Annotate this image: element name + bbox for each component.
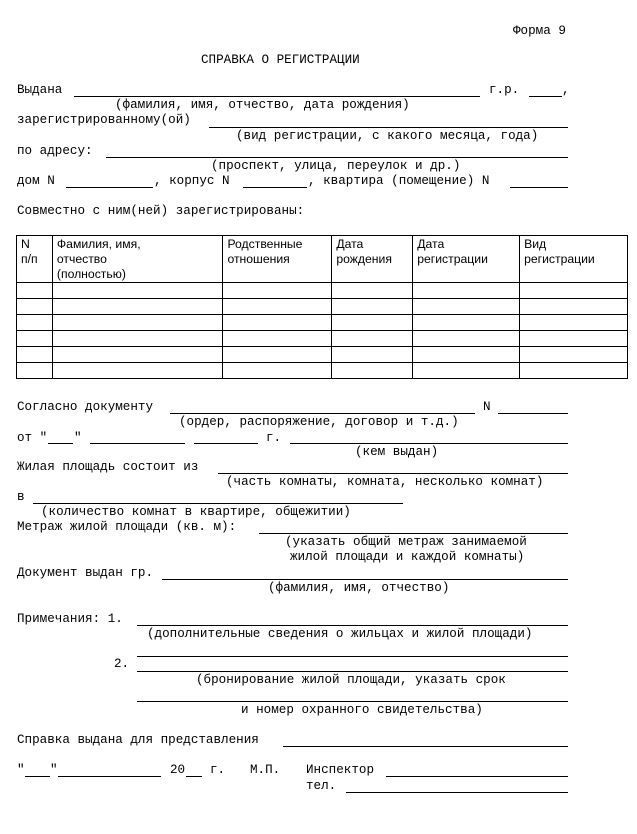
page-title: СПРАВКА О РЕГИСТРАЦИИ	[201, 53, 360, 67]
table-body	[17, 283, 628, 379]
document-year-field[interactable]	[194, 443, 258, 444]
address-field[interactable]	[106, 157, 568, 158]
table-cell[interactable]	[520, 299, 628, 315]
table-cell[interactable]	[332, 283, 413, 299]
phone-label: тел.	[306, 779, 337, 793]
table-row	[17, 363, 628, 379]
rooms-count-field[interactable]	[33, 503, 403, 504]
apartment-number-field[interactable]	[510, 187, 568, 188]
table-cell[interactable]	[332, 331, 413, 347]
area-hint-line2: жилой площади и каждой комнаты)	[290, 550, 525, 564]
issued-name-field[interactable]	[74, 96, 480, 97]
table-cell[interactable]	[52, 363, 223, 379]
table-row	[17, 299, 628, 315]
footer-day-field[interactable]	[25, 776, 50, 777]
table-cell[interactable]	[223, 363, 332, 379]
table-cell[interactable]	[17, 347, 53, 363]
footer-month-field[interactable]	[58, 776, 161, 777]
document-day-quote: "	[74, 431, 82, 445]
phone-field[interactable]	[346, 792, 568, 793]
address-hint: (проспект, улица, переулок и др.)	[211, 159, 461, 173]
address-label: по адресу:	[17, 144, 93, 158]
table-cell[interactable]	[520, 283, 628, 299]
stamp-label: М.П.	[250, 763, 281, 777]
note2-field-line2[interactable]	[137, 671, 568, 672]
rooms-in-label: в	[17, 490, 25, 504]
table-cell[interactable]	[413, 331, 520, 347]
birth-year-field[interactable]	[529, 96, 562, 97]
footer-year-prefix: 20	[170, 763, 186, 777]
table-cell[interactable]	[17, 283, 53, 299]
document-hint: (ордер, распоряжение, договор и т.д.)	[179, 415, 459, 429]
table-cell[interactable]	[413, 363, 520, 379]
presentation-label: Справка выдана для представления	[17, 733, 259, 747]
table-cell[interactable]	[52, 315, 223, 331]
footer-quote-open: "	[17, 763, 25, 777]
form-number: Форма 9	[513, 24, 566, 38]
document-type-field[interactable]	[170, 413, 475, 414]
table-cell[interactable]	[17, 331, 53, 347]
registration-type-field[interactable]	[209, 127, 568, 128]
note2-hint-line1: (бронирование жилой площади, указать срок	[196, 673, 506, 687]
document-month-field[interactable]	[90, 443, 185, 444]
issued-hint: (фамилия, имя, отчество, дата рождения)	[115, 98, 410, 112]
issued-to-hint: (фамилия, имя, отчество)	[268, 581, 450, 595]
table-cell[interactable]	[223, 299, 332, 315]
apartment-label: , квартира (помещение) N	[308, 174, 490, 188]
note1-hint: (дополнительные сведения о жильцах и жилой площади)	[147, 627, 533, 641]
document-issuer-field[interactable]	[290, 443, 568, 444]
table-cell[interactable]	[332, 363, 413, 379]
header-relationship: Родственные отношения	[223, 236, 332, 283]
table-row	[17, 347, 628, 363]
table-cell[interactable]	[413, 283, 520, 299]
table-cell[interactable]	[223, 347, 332, 363]
area-field[interactable]	[259, 533, 568, 534]
registered-hint: (вид регистрации, с какого месяца, года)	[236, 129, 539, 143]
table-cell[interactable]	[520, 331, 628, 347]
footer-year-field[interactable]	[186, 776, 202, 777]
table-cell[interactable]	[17, 363, 53, 379]
house-label: дом N	[17, 174, 55, 188]
table-cell[interactable]	[52, 347, 223, 363]
document-day-field[interactable]	[48, 443, 73, 444]
coregistered-label: Совместно с ним(ней) зарегистрированы:	[17, 204, 305, 218]
table-cell[interactable]	[17, 315, 53, 331]
footer-year-suffix: г.	[210, 763, 226, 777]
document-number-label: N	[483, 400, 491, 414]
table-row	[17, 283, 628, 299]
birth-year-label: г.р.	[489, 83, 520, 97]
note1-field[interactable]	[137, 625, 568, 626]
rooms-hint: (количество комнат в квартире, общежитии)	[41, 505, 351, 519]
document-number-field[interactable]	[498, 413, 568, 414]
table-cell[interactable]	[52, 331, 223, 347]
inspector-field[interactable]	[386, 776, 568, 777]
inspector-label: Инспектор	[306, 763, 375, 777]
header-registration-date: Дата регистрации	[413, 236, 520, 283]
table-row	[17, 331, 628, 347]
coregistered-table	[16, 235, 628, 379]
table-cell[interactable]	[520, 347, 628, 363]
area-hint-line1: (указать общий метраж занимаемой	[285, 535, 527, 549]
note2-hint-line2: и номер охранного свидетельства)	[241, 703, 483, 717]
table-cell[interactable]	[223, 283, 332, 299]
issued-label: Выдана	[17, 83, 63, 97]
table-header-row	[17, 236, 628, 283]
header-birth-date: Дата рождения	[332, 236, 413, 283]
footer-quote-close: "	[50, 763, 58, 777]
issued-to-field[interactable]	[162, 579, 568, 580]
issued-to-label: Документ выдан гр.	[17, 566, 154, 580]
table-cell[interactable]	[413, 299, 520, 315]
document-label: Согласно документу	[17, 400, 154, 414]
issuer-hint: (кем выдан)	[355, 445, 439, 459]
table-cell[interactable]	[223, 315, 332, 331]
table-cell[interactable]	[520, 315, 628, 331]
table-cell[interactable]	[332, 299, 413, 315]
table-cell[interactable]	[413, 315, 520, 331]
note2-label: 2.	[114, 657, 130, 671]
area-label: Метраж жилой площади (кв. м):	[17, 520, 237, 534]
document-from-label: от "	[17, 431, 48, 445]
notes-label: Примечания: 1.	[17, 612, 123, 626]
living-space-field[interactable]	[218, 473, 568, 474]
issued-comma: ,	[562, 83, 570, 97]
header-registration-type: Вид регистрации	[520, 236, 628, 283]
living-space-label: Жилая площадь состоит из	[17, 460, 199, 474]
presentation-field[interactable]	[283, 746, 568, 747]
note2-field-line1[interactable]	[137, 656, 568, 657]
registered-label: зарегистрированному(ой)	[17, 113, 191, 127]
note2-field-line3[interactable]	[137, 701, 568, 702]
table-cell[interactable]	[332, 347, 413, 363]
building-number-field[interactable]	[243, 187, 307, 188]
living-space-hint: (часть комнаты, комната, несколько комнат)	[226, 475, 544, 489]
header-full-name: Фамилия, имя, отчество (полностью)	[52, 236, 223, 283]
table-cell[interactable]	[223, 331, 332, 347]
house-number-field[interactable]	[66, 187, 153, 188]
table-row	[17, 315, 628, 331]
table-cell[interactable]	[332, 315, 413, 331]
table-cell[interactable]	[52, 283, 223, 299]
table-cell[interactable]	[17, 299, 53, 315]
table-cell[interactable]	[413, 347, 520, 363]
document-year-label: г.	[266, 431, 282, 445]
table-cell[interactable]	[52, 299, 223, 315]
table-cell[interactable]	[520, 363, 628, 379]
building-label: , корпус N	[154, 174, 230, 188]
header-number: N п/п	[17, 236, 53, 283]
